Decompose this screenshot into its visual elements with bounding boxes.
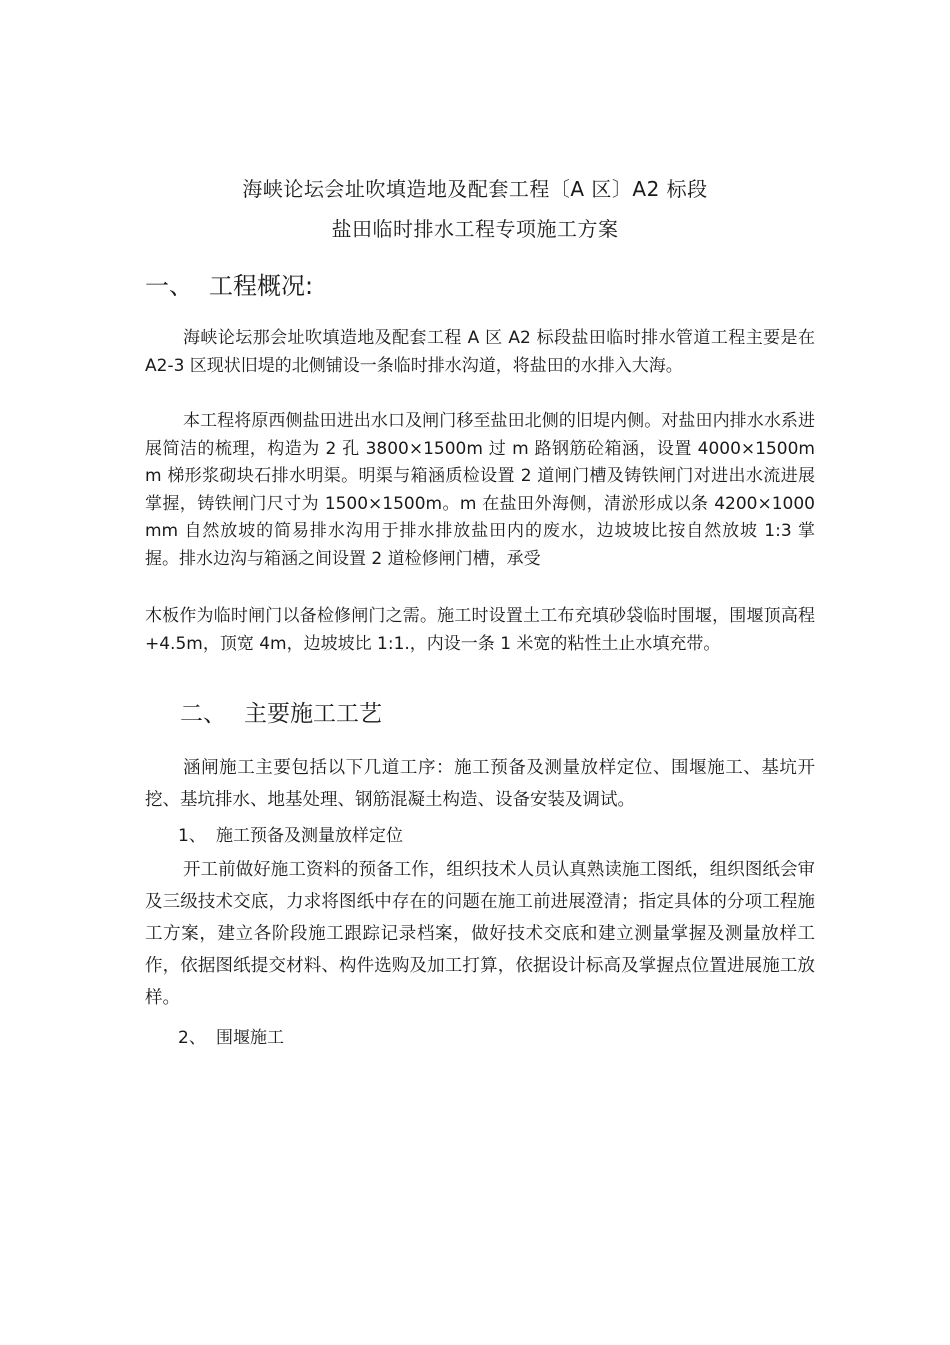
subsection-1-paragraph: 开工前做好施工资料的预备工作，组织技术人员认真熟读施工图纸，组织图纸会审及三级技术交底，力求将图纸中存在的问题在施工前进展澄清；指定具体的分项工程施工方案，建立各阶段施工跟踪记录档案，做好技术交底和建立测量掌握及测量放样工作，依据图纸提交材料、构件选购及加工打算，依据设计标高及掌握点位置进展施工放样。: [145, 860, 815, 1008]
subsection-1-title: 施工预备及测量放样定位: [216, 826, 403, 846]
subsection-1-number: 1、: [178, 826, 206, 846]
subsection-1-heading: [178, 823, 403, 849]
section-1-title: 工程概况:: [209, 272, 314, 300]
section-1-paragraph-3: 木板作为临时闸门以备检修闸门之需。施工时设置土工布充填砂袋临时围堰，围堰顶高程+4.5m，顶宽 4m，边坡坡比 1:1.，内设一条 1 米宽的粘性土止水填充带。: [145, 606, 815, 654]
section-2-number: 二、: [180, 701, 226, 727]
section-2-title: 主要施工工艺: [244, 701, 382, 727]
section-1-paragraph-2: 本工程将原西侧盐田进出水口及闸门移至盐田北侧的旧堤内侧。对盐田内排水水系进展简洁的梳理，构造为 2 孔 3800×1500m 过 m 路钢筋砼箱涵，设置 4000×1500mm 梯形浆砌块石排水明渠。明渠与箱涵质检设置 2 道闸门槽及铸铁闸门对进出水流进展掌握，铸铁闸门尺寸为 1500×1500m。m 在盐田外海侧，清淤形成以条 4200×1000mm 自然放坡的简易排水沟用于排水排放盐田内的废水，边坡坡比按自然放坡 1:3 掌握。排水边沟与箱涵之间设置 2 道检修闸门槽，承受: [145, 411, 815, 569]
section-1-paragraph-1: 海峡论坛那会址吹填造地及配套工程 A 区 A2 标段盐田临时排水管道工程主要是在 A2-3 区现状旧堤的北侧铺设一条临时排水沟道，将盐田的水排入大海。: [145, 328, 815, 376]
section-2-heading: [180, 698, 382, 730]
document-title-line-1: 海峡论坛会址吹填造地及配套工程〔A 区〕A2 标段: [242, 177, 708, 201]
subsection-2-title: 围堰施工: [216, 1028, 284, 1048]
section-1-number: 一、: [145, 272, 193, 300]
document-title-line-2: 盐田临时排水工程专项施工方案: [331, 217, 619, 241]
subsection-2-number: 2、: [178, 1028, 206, 1048]
section-1-heading: [145, 270, 313, 302]
section-2-intro: 涵闸施工主要包括以下几道工序：施工预备及测量放样定位、围堰施工、基坑开挖、基坑排水、地基处理、钢筋混凝土构造、设备安装及调试。: [145, 758, 815, 810]
subsection-2-heading: [178, 1025, 284, 1051]
